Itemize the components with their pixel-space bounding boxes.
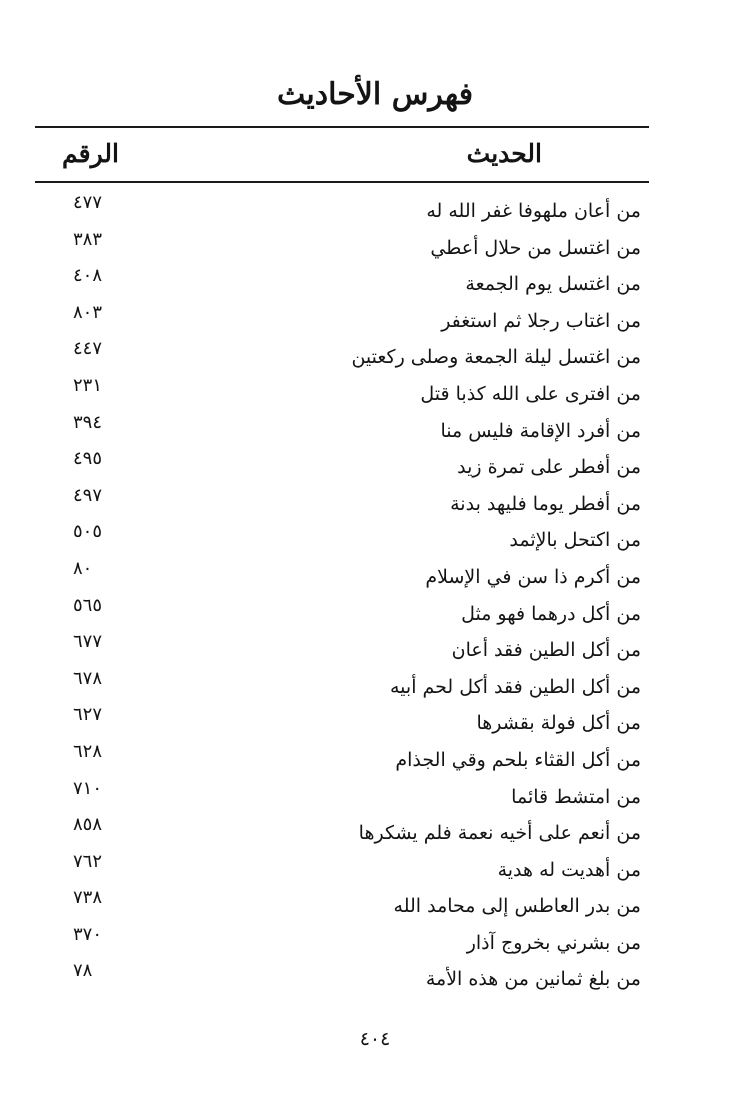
top-rule (35, 126, 649, 128)
hadith-number: ٢٣١ (73, 374, 103, 396)
index-row (35, 629, 649, 666)
index-row (35, 958, 649, 995)
hadith-number: ٤٩٧ (73, 484, 103, 506)
index-row (35, 556, 649, 593)
header-rule (35, 181, 649, 183)
hadith-text: من أنعم على أخيه نعمة فلم يشكرها (358, 822, 641, 845)
hadith-text: من بشرني بخروج آذار (466, 931, 641, 954)
hadith-number: ٤٤٧ (73, 338, 103, 360)
hadith-number: ٧٣٨ (73, 887, 103, 909)
index-row (35, 190, 649, 227)
hadith-text: من امتشط قائما (511, 785, 641, 808)
header-number: الرقم (62, 139, 119, 168)
hadith-number: ٧٨ (73, 960, 93, 982)
hadith-text: من أعان ملهوفا غفر الله له (426, 200, 641, 222)
index-row (35, 885, 649, 922)
index-row (35, 336, 649, 373)
hadith-text: من أكل القثاء بلحم وقي الجذام (395, 748, 641, 771)
index-row (35, 227, 649, 264)
hadith-number: ٤٠٨ (73, 265, 103, 287)
hadith-number: ٣٧٠ (73, 923, 103, 945)
index-row (35, 410, 649, 447)
index-row (35, 666, 649, 703)
hadith-text: من أكل الطين فقد أعان (451, 639, 641, 662)
hadith-text: من اغتسل من حلال أعطي (430, 236, 641, 259)
index-row (35, 593, 649, 630)
hadith-number: ٧١٠ (73, 777, 103, 799)
hadith-text: من أكل الطين فقد أكل لحم أبيه (389, 675, 641, 698)
hadith-number: ٦٧٨ (73, 667, 103, 689)
page-title: فهرس الأحاديث (276, 77, 474, 112)
hadith-number: ٦٢٧ (73, 704, 103, 726)
hadith-number: ٣٨٣ (73, 228, 103, 250)
hadith-text: من أكل درهما فهو مثل (461, 602, 641, 625)
hadith-text: من بلغ ثمانين من هذه الأمة (425, 968, 641, 991)
hadith-number: ٥٦٥ (73, 594, 103, 616)
hadith-number: ٤٧٧ (73, 192, 103, 213)
index-row (35, 263, 649, 300)
hadith-text: من أكل فولة بقشرها (476, 712, 641, 735)
hadith-text: من أكرم ذا سن في الإسلام (425, 565, 641, 588)
hadith-text: من اغتاب رجلا ثم استغفر (441, 309, 641, 332)
hadith-text: من اغتسل ليلة الجمعة وصلى ركعتين (351, 346, 641, 369)
page-number: ٤٠٤ (359, 1028, 391, 1050)
index-row (35, 519, 649, 556)
hadith-text: من اغتسل يوم الجمعة (465, 273, 641, 296)
index-row (35, 373, 649, 410)
index-row (35, 849, 649, 886)
hadith-number: ٨٠ (73, 557, 93, 579)
index-row (35, 776, 649, 813)
index-row (35, 922, 649, 959)
hadith-number: ٤٩٥ (73, 448, 103, 470)
hadith-text: من افترى على الله كذبا قتل (420, 382, 641, 405)
index-row (35, 739, 649, 776)
hadith-text: من أهديت له هدية (497, 858, 641, 881)
hadith-number: ٣٩٤ (73, 411, 103, 433)
hadith-text: من بدر العاطس إلى محامد الله (393, 895, 641, 918)
hadith-number: ٦٧٧ (73, 631, 103, 653)
hadith-number: ٨٠٣ (73, 301, 103, 323)
hadith-number: ٦٢٨ (73, 740, 103, 762)
hadith-text: من أفطر على تمرة زيد (457, 456, 641, 479)
hadith-number: ٥٠٥ (73, 521, 103, 543)
index-row (35, 812, 649, 849)
header-hadith: الحديث (466, 139, 542, 168)
hadith-number: ٧٦٢ (73, 850, 103, 872)
index-list (35, 190, 649, 995)
hadith-text: من أفرد الإقامة فليس منا (440, 419, 641, 442)
hadith-text: من أفطر يوما فليهد بدنة (450, 492, 641, 515)
index-row (35, 483, 649, 520)
index-row (35, 300, 649, 337)
index-row (35, 446, 649, 483)
hadith-number: ٨٥٨ (73, 814, 103, 836)
hadith-text: من اكتحل بالإثمد (509, 529, 641, 552)
index-row (35, 702, 649, 739)
